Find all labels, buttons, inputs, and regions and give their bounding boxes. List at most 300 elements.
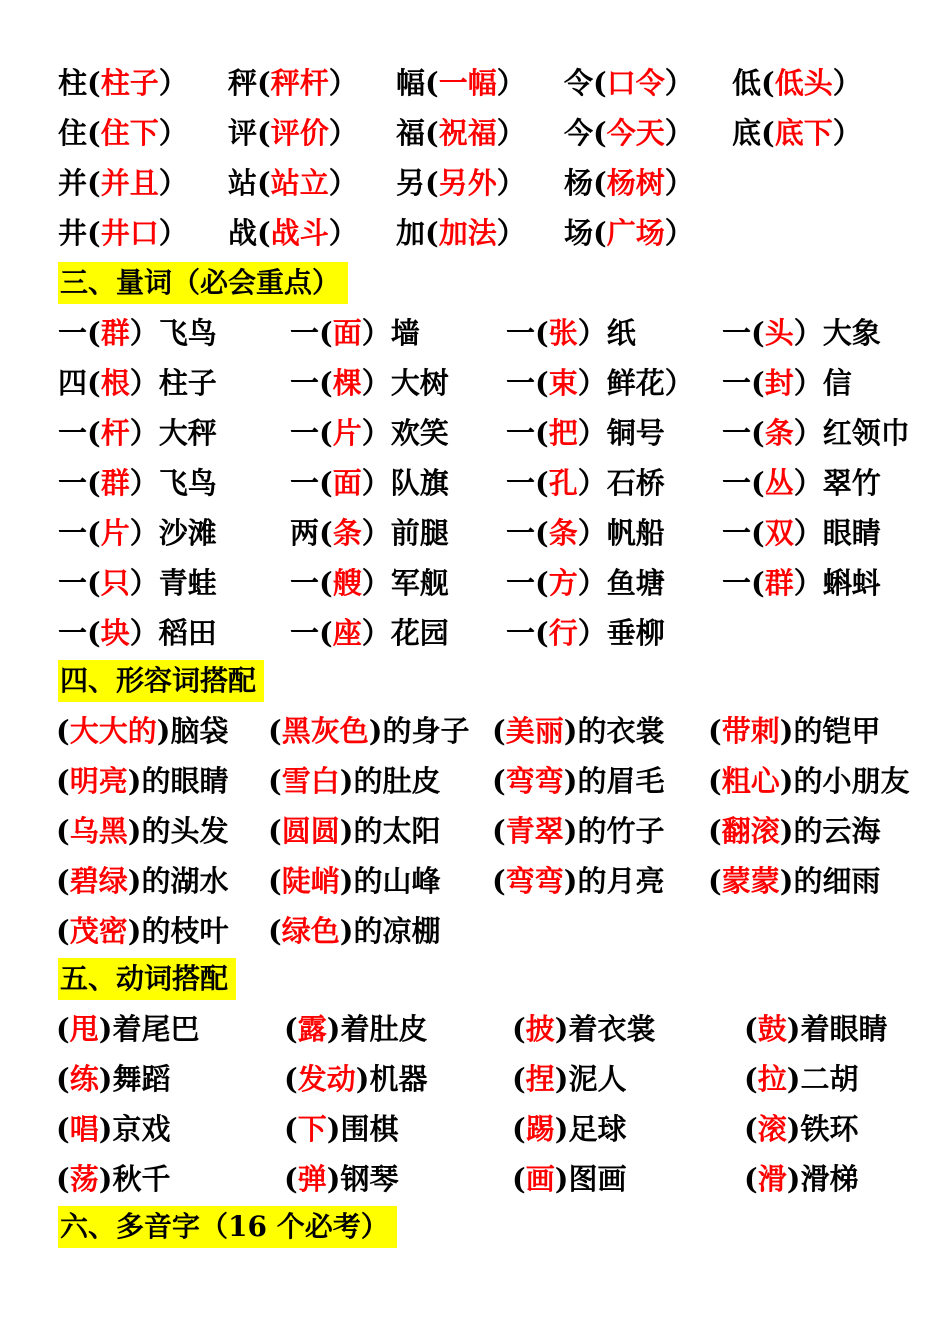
open-paren: (	[284, 1062, 298, 1096]
open-paren: (	[761, 116, 775, 150]
base-character: 住	[58, 116, 88, 150]
verb-answer: 唱	[69, 1112, 99, 1146]
open-paren: (	[87, 166, 101, 200]
close-paren: )	[98, 1112, 113, 1146]
base-character: 秤	[228, 66, 258, 100]
open-paren: (	[257, 166, 271, 200]
verb-answer: 露	[297, 1012, 327, 1046]
object-phrase: 着衣裳	[568, 1012, 656, 1046]
section-heading-adjectives: 四、形容词搭配	[58, 660, 264, 702]
adjective-answer: 圆圆	[281, 814, 340, 848]
object-phrase: 图画	[568, 1162, 627, 1196]
noun-phrase: 的云海	[793, 814, 881, 848]
word-entry	[228, 110, 358, 156]
open-paren: (	[257, 216, 271, 250]
word-entry	[228, 210, 358, 256]
object-phrase: 泥人	[568, 1062, 627, 1096]
close-paren: )	[339, 914, 354, 948]
open-paren: (	[708, 714, 722, 748]
close-paren: ）	[832, 66, 862, 100]
open-paren: (	[535, 516, 549, 550]
close-paren: )	[786, 1012, 801, 1046]
open-paren: (	[56, 764, 70, 798]
close-paren: )	[355, 1062, 370, 1096]
verb-entry	[744, 1106, 859, 1152]
open-paren: (	[744, 1062, 758, 1096]
open-paren: (	[87, 466, 101, 500]
measure-entry	[290, 460, 449, 506]
close-paren: ）	[577, 566, 607, 600]
close-paren: ）	[577, 366, 607, 400]
object-noun: 柱子	[158, 366, 217, 400]
noun-phrase: 的小朋友	[793, 764, 910, 798]
word-entry	[732, 60, 862, 106]
close-paren: ）	[328, 166, 358, 200]
measure-entry	[506, 460, 665, 506]
measure-entry	[722, 460, 881, 506]
close-paren: )	[779, 814, 794, 848]
answer-word: 战斗	[270, 216, 329, 250]
open-paren: (	[87, 566, 101, 600]
open-paren: (	[744, 1162, 758, 1196]
numeral: 一	[506, 316, 536, 350]
open-paren: (	[87, 216, 101, 250]
object-noun: 欢笑	[390, 416, 449, 450]
verb-entry	[512, 1056, 627, 1102]
close-paren: ）	[793, 416, 823, 450]
close-paren: ）	[158, 216, 188, 250]
close-paren: )	[339, 864, 354, 898]
close-paren: )	[127, 764, 142, 798]
measure-word: 片	[332, 416, 362, 450]
close-paren: ）	[664, 166, 694, 200]
object-phrase: 舞蹈	[112, 1062, 171, 1096]
close-paren: )	[779, 864, 794, 898]
measure-word: 群	[764, 566, 794, 600]
open-paren: (	[425, 116, 439, 150]
numeral: 一	[722, 466, 752, 500]
answer-word: 评价	[270, 116, 329, 150]
adjective-entry	[492, 808, 665, 854]
open-paren: (	[512, 1162, 526, 1196]
close-paren: ）	[496, 66, 526, 100]
close-paren: )	[339, 764, 354, 798]
close-paren: ）	[361, 416, 391, 450]
section-heading-polyphonic: 六、多音字（16 个必考）	[58, 1206, 397, 1248]
answer-word: 底下	[774, 116, 833, 150]
open-paren: (	[257, 116, 271, 150]
object-noun: 军舰	[390, 566, 449, 600]
noun-phrase: 的凉棚	[353, 914, 441, 948]
open-paren: (	[268, 764, 282, 798]
object-phrase: 钢琴	[340, 1162, 399, 1196]
open-paren: (	[268, 814, 282, 848]
verb-entry	[284, 1056, 428, 1102]
object-noun: 队旗	[390, 466, 449, 500]
answer-word: 秤杆	[270, 66, 329, 100]
adjective-entry	[56, 758, 229, 804]
close-paren: )	[554, 1012, 569, 1046]
measure-entry	[58, 610, 217, 656]
object-phrase: 京戏	[112, 1112, 171, 1146]
numeral: 两	[290, 516, 320, 550]
open-paren: (	[708, 814, 722, 848]
close-paren: )	[563, 864, 578, 898]
open-paren: (	[751, 416, 765, 450]
verb-answer: 踢	[525, 1112, 555, 1146]
noun-phrase: 的月亮	[577, 864, 665, 898]
close-paren: ）	[577, 466, 607, 500]
word-entry	[564, 110, 694, 156]
measure-word: 座	[332, 616, 362, 650]
base-character: 底	[732, 116, 762, 150]
close-paren: ）	[577, 516, 607, 550]
verb-answer: 滚	[757, 1112, 787, 1146]
object-noun: 飞鸟	[158, 466, 217, 500]
close-paren: ）	[577, 416, 607, 450]
object-noun: 帆船	[606, 516, 665, 550]
measure-word: 双	[764, 516, 794, 550]
adjective-answer: 弯弯	[505, 764, 564, 798]
verb-row	[0, 1006, 950, 1052]
numeral: 一	[58, 516, 88, 550]
close-paren: )	[786, 1162, 801, 1196]
open-paren: (	[535, 316, 549, 350]
open-paren: (	[751, 516, 765, 550]
open-paren: (	[535, 466, 549, 500]
open-paren: (	[744, 1112, 758, 1146]
object-noun: 花园	[390, 616, 449, 650]
adjective-entry	[56, 908, 229, 954]
verb-row	[0, 1156, 950, 1202]
word-entry	[564, 160, 694, 206]
adjective-answer: 大大的	[69, 714, 157, 748]
word-entry	[396, 210, 526, 256]
base-character: 井	[58, 216, 88, 250]
open-paren: (	[492, 714, 506, 748]
measure-entry	[290, 560, 449, 606]
close-paren: )	[127, 814, 142, 848]
answer-word: 今天	[606, 116, 665, 150]
open-paren: (	[425, 66, 439, 100]
open-paren: (	[319, 316, 333, 350]
noun-phrase: 的衣裳	[577, 714, 665, 748]
open-paren: (	[425, 166, 439, 200]
measure-entry	[58, 360, 217, 406]
verb-entry	[512, 1006, 656, 1052]
verb-entry	[744, 1006, 888, 1052]
adjective-row	[0, 908, 950, 954]
close-paren: )	[98, 1062, 113, 1096]
verb-answer: 下	[297, 1112, 327, 1146]
adjective-answer: 粗心	[721, 764, 780, 798]
adjective-entry	[56, 808, 229, 854]
measure-word: 群	[100, 466, 130, 500]
numeral: 一	[506, 366, 536, 400]
verb-answer: 拉	[757, 1062, 787, 1096]
answer-word: 加法	[438, 216, 497, 250]
numeral: 一	[290, 616, 320, 650]
verb-answer: 滑	[757, 1162, 787, 1196]
close-paren: ）	[496, 116, 526, 150]
open-paren: (	[761, 66, 775, 100]
numeral: 一	[722, 416, 752, 450]
close-paren: )	[339, 814, 354, 848]
answer-word: 祝福	[438, 116, 497, 150]
noun-phrase: 的铠甲	[793, 714, 881, 748]
numeral: 一	[722, 566, 752, 600]
measure-word: 孔	[548, 466, 578, 500]
measure-word: 面	[332, 466, 362, 500]
close-paren: ）	[129, 416, 159, 450]
adjective-answer: 茂密	[69, 914, 128, 948]
open-paren: (	[87, 66, 101, 100]
verb-answer: 画	[525, 1162, 555, 1196]
adjective-row	[0, 858, 950, 904]
base-character: 低	[732, 66, 762, 100]
open-paren: (	[512, 1062, 526, 1096]
object-noun: 前腿	[390, 516, 449, 550]
noun-phrase: 的竹子	[577, 814, 665, 848]
base-character: 福	[396, 116, 426, 150]
word-entry	[396, 160, 526, 206]
base-character: 战	[228, 216, 258, 250]
object-noun: 翠竹	[822, 466, 881, 500]
measure-entry	[722, 560, 881, 606]
open-paren: (	[535, 616, 549, 650]
open-paren: (	[535, 416, 549, 450]
answer-word: 并且	[100, 166, 159, 200]
measure-row	[0, 360, 950, 406]
measure-word: 只	[100, 566, 130, 600]
open-paren: (	[319, 366, 333, 400]
adjective-answer: 乌黑	[69, 814, 128, 848]
object-noun: 大象	[822, 316, 881, 350]
object-noun: 垂柳	[606, 616, 665, 650]
open-paren: (	[87, 616, 101, 650]
measure-word: 片	[100, 516, 130, 550]
object-noun: 大秤	[158, 416, 217, 450]
adjective-entry	[268, 758, 441, 804]
open-paren: (	[512, 1112, 526, 1146]
numeral: 一	[58, 466, 88, 500]
measure-entry	[58, 460, 217, 506]
word-entry	[564, 210, 694, 256]
measure-entry	[290, 310, 420, 356]
close-paren: ）	[793, 316, 823, 350]
open-paren: (	[87, 366, 101, 400]
base-character: 加	[396, 216, 426, 250]
close-paren: ）	[129, 616, 159, 650]
base-character: 场	[564, 216, 594, 250]
close-paren: ）	[664, 66, 694, 100]
noun-phrase: 的眼睛	[141, 764, 229, 798]
measure-entry	[506, 360, 694, 406]
numeral: 一	[506, 616, 536, 650]
measure-entry	[290, 410, 449, 456]
measure-word: 棵	[332, 366, 362, 400]
measure-word: 块	[100, 616, 130, 650]
open-paren: (	[751, 366, 765, 400]
close-paren: )	[563, 714, 578, 748]
adjective-answer: 明亮	[69, 764, 128, 798]
open-paren: (	[284, 1112, 298, 1146]
close-paren: )	[563, 764, 578, 798]
measure-entry	[290, 510, 449, 556]
verb-entry	[744, 1056, 859, 1102]
numeral: 一	[722, 516, 752, 550]
base-character: 站	[228, 166, 258, 200]
measure-row	[0, 410, 950, 456]
close-paren: ）	[328, 116, 358, 150]
measure-word: 张	[548, 316, 578, 350]
object-noun: 大树	[390, 366, 449, 400]
word-row	[0, 60, 950, 106]
verb-answer: 甩	[69, 1012, 99, 1046]
object-phrase: 着肚皮	[340, 1012, 428, 1046]
measure-row	[0, 560, 950, 606]
measure-entry	[722, 360, 852, 406]
measure-row	[0, 610, 950, 656]
open-paren: (	[56, 864, 70, 898]
answer-word: 另外	[438, 166, 497, 200]
adjective-answer: 蒙蒙	[721, 864, 780, 898]
verb-entry	[284, 1106, 399, 1152]
close-paren: ）	[129, 516, 159, 550]
adjective-answer: 碧绿	[69, 864, 128, 898]
measure-word: 头	[764, 316, 794, 350]
base-character: 柱	[58, 66, 88, 100]
open-paren: (	[319, 466, 333, 500]
word-entry	[732, 110, 862, 156]
open-paren: (	[593, 216, 607, 250]
answer-word: 站立	[270, 166, 329, 200]
object-noun: 飞鸟	[158, 316, 217, 350]
open-paren: (	[284, 1012, 298, 1046]
open-paren: (	[257, 66, 271, 100]
open-paren: (	[268, 714, 282, 748]
close-paren: ）	[328, 66, 358, 100]
close-paren: )	[563, 814, 578, 848]
adjective-entry	[268, 708, 470, 754]
close-paren: ）	[577, 616, 607, 650]
adjective-entry	[268, 808, 441, 854]
adjective-answer: 弯弯	[505, 864, 564, 898]
verb-answer: 练	[69, 1062, 99, 1096]
adjective-entry	[492, 858, 665, 904]
word-row	[0, 110, 950, 156]
open-paren: (	[56, 1012, 70, 1046]
adjective-answer: 绿色	[281, 914, 340, 948]
open-paren: (	[56, 714, 70, 748]
adjective-row	[0, 708, 950, 754]
section-heading-verbs: 五、动词搭配	[58, 958, 236, 1000]
measure-entry	[58, 310, 217, 356]
open-paren: (	[87, 516, 101, 550]
open-paren: (	[512, 1012, 526, 1046]
close-paren: ）	[832, 116, 862, 150]
object-noun: 鲜花）	[606, 366, 694, 400]
base-character: 评	[228, 116, 258, 150]
close-paren: )	[326, 1162, 341, 1196]
noun-phrase: 的眉毛	[577, 764, 665, 798]
open-paren: (	[56, 1162, 70, 1196]
word-entry	[58, 110, 188, 156]
verb-entry	[512, 1106, 627, 1152]
noun-phrase: 的枝叶	[141, 914, 229, 948]
close-paren: ）	[129, 366, 159, 400]
open-paren: (	[593, 166, 607, 200]
open-paren: (	[319, 516, 333, 550]
open-paren: (	[751, 316, 765, 350]
object-noun: 稻田	[158, 616, 217, 650]
adjective-entry	[708, 808, 881, 854]
base-character: 并	[58, 166, 88, 200]
adjective-entry	[56, 708, 229, 754]
measure-entry	[58, 510, 217, 556]
numeral: 一	[290, 366, 320, 400]
base-character: 今	[564, 116, 594, 150]
word-row	[0, 210, 950, 256]
close-paren: )	[779, 714, 794, 748]
open-paren: (	[751, 566, 765, 600]
close-paren: )	[127, 864, 142, 898]
numeral: 一	[290, 566, 320, 600]
open-paren: (	[593, 66, 607, 100]
numeral: 一	[506, 516, 536, 550]
close-paren: ）	[577, 316, 607, 350]
numeral: 一	[722, 366, 752, 400]
verb-answer: 发动	[297, 1062, 356, 1096]
adjective-entry	[492, 758, 665, 804]
object-phrase: 秋千	[112, 1162, 171, 1196]
verb-answer: 荡	[69, 1162, 99, 1196]
close-paren: ）	[793, 366, 823, 400]
word-row	[0, 160, 950, 206]
open-paren: (	[492, 864, 506, 898]
word-entry	[228, 160, 358, 206]
adjective-entry	[268, 908, 441, 954]
close-paren: )	[98, 1012, 113, 1046]
answer-word: 井口	[100, 216, 159, 250]
verb-entry	[56, 1106, 171, 1152]
close-paren: ）	[158, 116, 188, 150]
measure-entry	[506, 510, 665, 556]
open-paren: (	[284, 1162, 298, 1196]
close-paren: ）	[496, 216, 526, 250]
numeral: 一	[290, 416, 320, 450]
object-noun: 眼睛	[822, 516, 881, 550]
close-paren: )	[554, 1162, 569, 1196]
word-entry	[396, 110, 526, 156]
close-paren: )	[554, 1062, 569, 1096]
numeral: 一	[290, 466, 320, 500]
noun-phrase: 的细雨	[793, 864, 881, 898]
adjective-row	[0, 808, 950, 854]
open-paren: (	[56, 814, 70, 848]
open-paren: (	[492, 764, 506, 798]
measure-word: 条	[764, 416, 794, 450]
base-character: 另	[396, 166, 426, 200]
measure-word: 艘	[332, 566, 362, 600]
open-paren: (	[87, 416, 101, 450]
verb-answer: 披	[525, 1012, 555, 1046]
measure-word: 条	[332, 516, 362, 550]
object-noun: 蝌蚪	[822, 566, 881, 600]
noun-phrase: 的头发	[141, 814, 229, 848]
verb-entry	[56, 1056, 171, 1102]
measure-word: 方	[548, 566, 578, 600]
